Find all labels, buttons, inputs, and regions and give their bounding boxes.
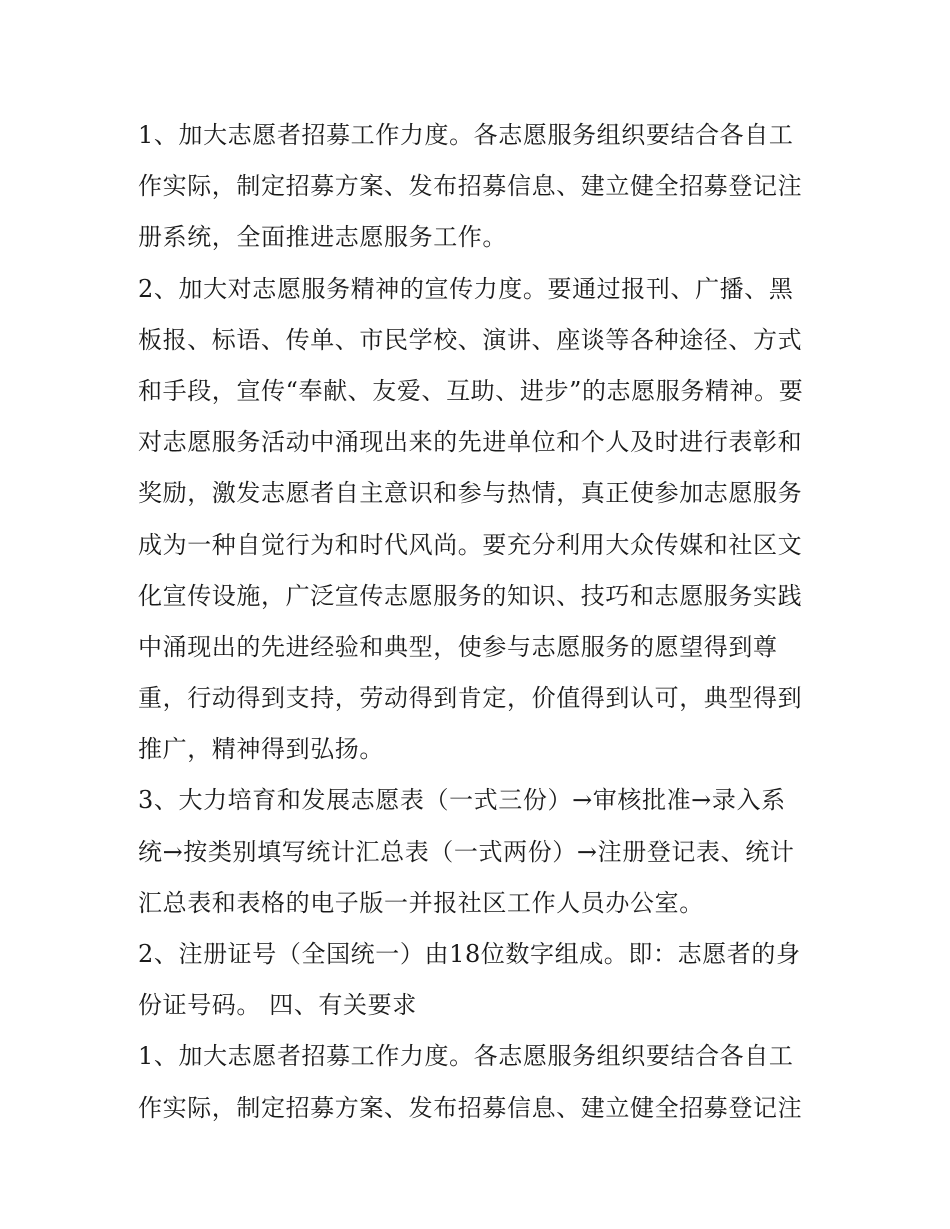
- text-line: 3、大力培育和发展志愿表（一式三份）→审核批准→录入系: [138, 786, 786, 815]
- text-line: 推广，精神得到弘扬。: [138, 735, 384, 764]
- text-line: 板报、标语、传单、市民学校、演讲、座谈等各种途径、方式: [138, 325, 803, 354]
- text-line: 1、加大志愿者招募工作力度。各志愿服务组织要结合各自工: [138, 1042, 794, 1071]
- text-line: 中涌现出的先进经验和典型，使参与志愿服务的愿望得到尊: [138, 632, 778, 661]
- text-line: 汇总表和表格的电子版一并报社区工作人员办公室。: [138, 888, 704, 917]
- text-line: 1、加大志愿者招募工作力度。各志愿服务组织要结合各自工: [138, 121, 794, 149]
- text-line: 对志愿服务活动中涌现出来的先进单位和个人及时进行表彰和: [138, 428, 803, 457]
- text-line: 统→按类别填写统计汇总表（一式两份）→注册登记表、统计: [138, 837, 795, 866]
- text-line: 份证号码。 四、有关要求: [138, 991, 417, 1020]
- document-body: [138, 110, 814, 1134]
- text-line: 2、注册证号（全国统一）由18位数字组成。即：志愿者的身: [138, 940, 801, 968]
- text-line: 作实际，制定招募方案、发布招募信息、建立健全招募登记注: [138, 1093, 803, 1122]
- text-line: 和手段，宣传“奉献、友爱、互助、进步”的志愿服务精神。要: [138, 376, 804, 405]
- text-line: 化宣传设施，广泛宣传志愿服务的知识、技巧和志愿服务实践: [138, 581, 803, 610]
- text-line: 奖励，激发志愿者自主意识和参与热情，真正使参加志愿服务: [138, 479, 803, 508]
- text-line: 作实际，制定招募方案、发布招募信息、建立健全招募登记注: [138, 172, 803, 201]
- text-line: 重，行动得到支持，劳动得到肯定，价值得到认可，典型得到: [138, 684, 803, 713]
- text-line: 成为一种自觉行为和时代风尚。要充分利用大众传媒和社区文: [138, 530, 803, 559]
- text-line: 2、加大对志愿服务精神的宣传力度。要通过报刊、广播、黑: [138, 274, 794, 303]
- text-line: 册系统，全面推进志愿服务工作。: [138, 223, 507, 252]
